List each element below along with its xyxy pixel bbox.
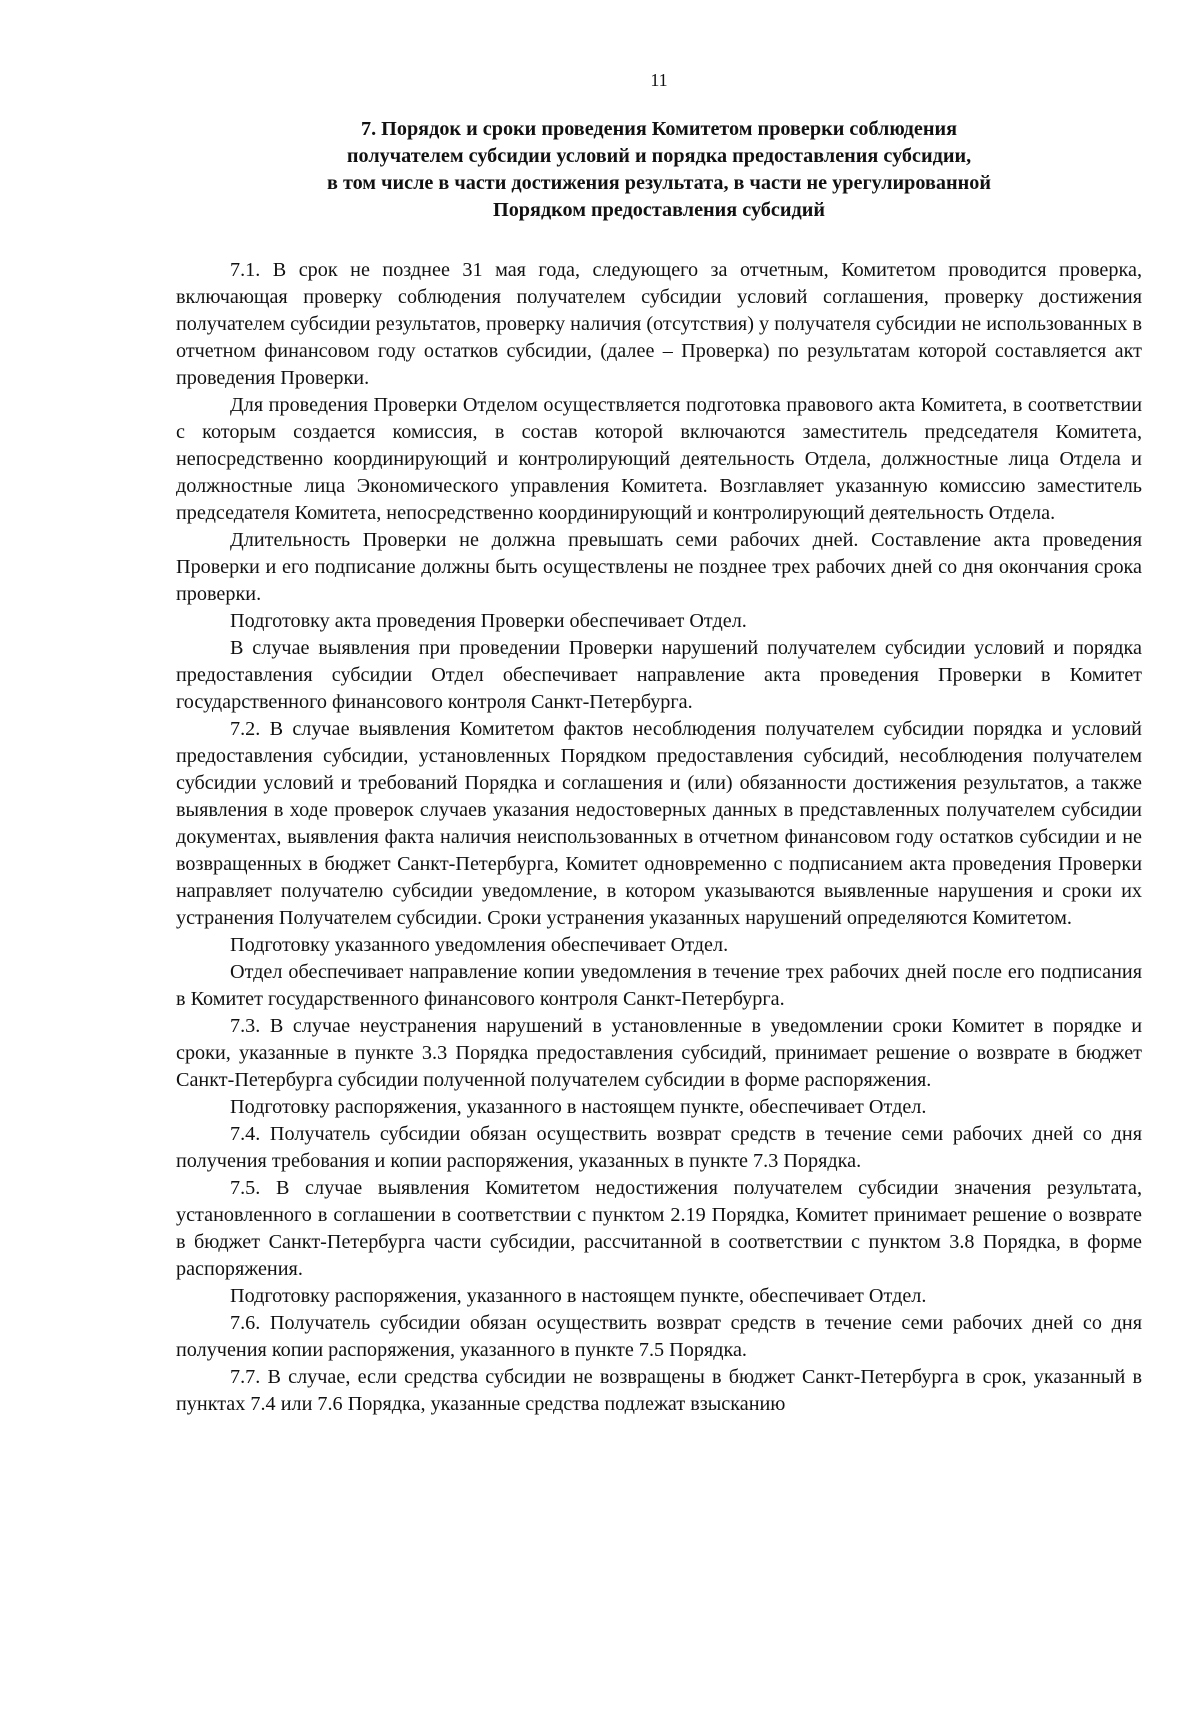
paragraph-7-5: 7.5. В случае выявления Комитетом недостижения получателем субсидии значения результата, установленного в соглашении в соответствии с пунктом 2.19 Порядка, Комитет принимает решение о возврате в бюджет Санкт-Петербурга части субсидии, рассчитанной в соответствии с пунктом 3.8 Порядка, в форме распоряжения. bbox=[176, 1177, 1142, 1280]
paragraph: Отдел обеспечивает направление копии уведомления в течение трех рабочих дней после его подписания в Комитет государственного финансового контроля Санкт-Петербурга. bbox=[176, 961, 1142, 1010]
heading-line: 7. Порядок и сроки проведения Комитетом проверки соблюдения bbox=[360, 118, 958, 140]
paragraph-7-3: 7.3. В случае неустранения нарушений в установленные в уведомлении сроки Комитет в порядке и сроки, указанные в пункте 3.3 Порядка предоставления субсидий, принимает решение о возврате в бюджет Санкт-Петербурга субсидии полученной получателем субсидии в форме распоряжения. bbox=[176, 1015, 1142, 1091]
paragraph-7-1: 7.1. В срок не позднее 31 мая года, следующего за отчетным, Комитетом проводится проверка, включающая проверку соблюдения получателем субсидии условий соглашения, проверку достижения получателем субсидии результатов, проверку наличия (отсутствия) у получателя субсидии не использованных в отчетном финансовом году остатков субсидии, (далее – Проверка) по результатам которой составляется акт проведения Проверки. bbox=[176, 259, 1142, 389]
paragraph-7-7: 7.7. В случае, если средства субсидии не возвращены в бюджет Санкт-Петербурга в срок, указанный в пунктах 7.4 или 7.6 Порядка, указанные средства подлежат взысканию bbox=[176, 1366, 1142, 1415]
paragraph: Подготовку указанного уведомления обеспечивает Отдел. bbox=[230, 934, 729, 956]
paragraph-7-4: 7.4. Получатель субсидии обязан осуществить возврат средств в течение семи рабочих дней со дня получения требования и копии распоряжения, указанных в пункте 7.3 Порядка. bbox=[176, 1123, 1142, 1172]
heading-line: Порядком предоставления субсидий bbox=[493, 199, 825, 221]
paragraph: Длительность Проверки не должна превышать семи рабочих дней. Составление акта проведения Проверки и его подписание должны быть осуществлены не позднее трех рабочих дней со дня окончания срока проверки. bbox=[176, 529, 1142, 605]
paragraph: Подготовку распоряжения, указанного в настоящем пункте, обеспечивает Отдел. bbox=[230, 1096, 927, 1118]
paragraph: Подготовку акта проведения Проверки обеспечивает Отдел. bbox=[230, 610, 747, 632]
section-body bbox=[176, 257, 1142, 1418]
paragraph-7-6: 7.6. Получатель субсидии обязан осуществить возврат средств в течение семи рабочих дней со дня получения копии распоряжения, указанного в пункте 7.5 Порядка. bbox=[176, 1312, 1142, 1361]
heading-line: в том числе в части достижения результата, в части не урегулированной bbox=[327, 172, 991, 194]
paragraph: Для проведения Проверки Отделом осуществляется подготовка правового акта Комитета, в соответствии с которым создается комиссия, в состав которой включаются заместитель председателя Комитета, непосредственно координирующий и контролирующий деятельность Отдела, должностные лица Отдела и должностные лица Экономического управления Комитета. Возглавляет указанную комиссию заместитель председателя Комитета, непосредственно координирующий и контролирующий деятельность Отдела. bbox=[176, 394, 1142, 524]
page-number: 11 bbox=[650, 70, 668, 90]
paragraph-7-2: 7.2. В случае выявления Комитетом фактов несоблюдения получателем субсидии порядка и условий предоставления субсидии, установленных Порядком предоставления субсидий, несоблюдения получателем субсидии условий и требований Порядка и соглашения и (или) обязанности достижения результатов, а также выявления в ходе проверок случаев указания недостоверных данных в представленных получателем субсидии документах, выявления факта наличия неиспользованных в отчетном финансовом году остатков субсидии и не возвращенных в бюджет Санкт-Петербурга, Комитет одновременно с подписанием акта проведения Проверки направляет получателю субсидии уведомление, в котором указываются выявленные нарушения и сроки их устранения Получателем субсидии. Сроки устранения указанных нарушений определяются Комитетом. bbox=[176, 718, 1142, 929]
paragraph: В случае выявления при проведении Проверки нарушений получателем субсидии условий и порядка предоставления субсидии Отдел обеспечивает направление акта проведения Проверки в Комитет государственного финансового контроля Санкт-Петербурга. bbox=[176, 637, 1142, 713]
heading-line: получателем субсидии условий и порядка предоставления субсидии, bbox=[346, 145, 972, 167]
paragraph: Подготовку распоряжения, указанного в настоящем пункте, обеспечивает Отдел. bbox=[230, 1285, 927, 1307]
section-heading bbox=[176, 116, 1142, 224]
